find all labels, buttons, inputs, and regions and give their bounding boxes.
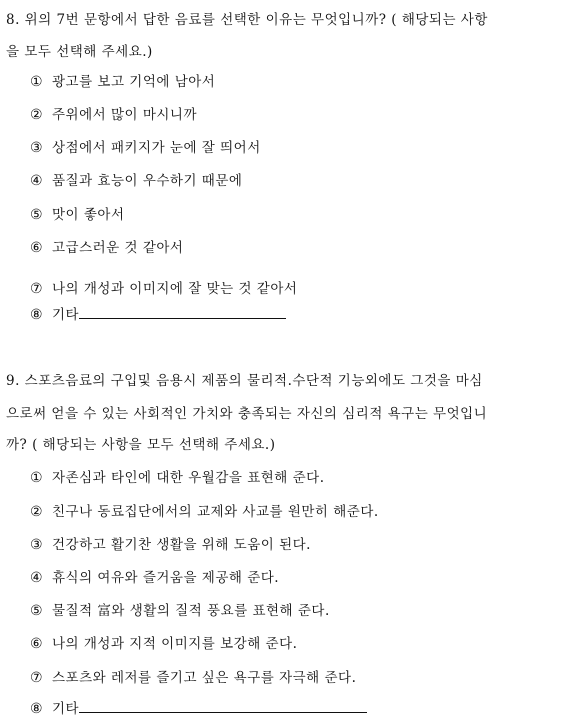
- q9-option-4[interactable]: [30, 566, 279, 586]
- q9-option-7-number: ⑦: [30, 670, 44, 686]
- q9-option-2-number: ②: [30, 504, 44, 520]
- q9-option-8[interactable]: [30, 697, 367, 717]
- q8-option-8-number: ⑧: [30, 307, 44, 323]
- q9-option-6-text: 나의 개성과 지적 이미지를 보강해 준다.: [52, 636, 298, 652]
- q8-option-8[interactable]: [30, 303, 286, 323]
- q9-other-blank[interactable]: [79, 699, 367, 713]
- q8-option-3-text: 상점에서 패키지가 눈에 잘 띄어서: [52, 140, 261, 156]
- q8-option-7-text: 나의 개성과 이미지에 잘 맞는 것 같아서: [52, 281, 298, 297]
- q9-option-6-number: ⑥: [30, 636, 44, 652]
- q8-option-6-number: ⑥: [30, 240, 44, 256]
- q8-option-3-number: ③: [30, 140, 44, 156]
- q9-option-6[interactable]: [30, 632, 297, 652]
- q9-option-2-text: 친구나 동료집단에서의 교제와 사교를 원만히 해준다.: [52, 504, 379, 520]
- q8-option-4-number: ④: [30, 173, 44, 189]
- q9-title-line2: 으로써 얻을 수 있는 사회적인 가치와 충족되는 자신의 심리적 욕구는 무엇입니: [6, 406, 488, 422]
- q8-option-4[interactable]: [30, 169, 242, 189]
- q8-option-6[interactable]: [30, 236, 183, 256]
- q8-option-1[interactable]: [30, 70, 215, 90]
- q8-option-2[interactable]: [30, 103, 197, 123]
- q9-option-3-number: ③: [30, 537, 44, 553]
- q8-option-5-number: ⑤: [30, 207, 44, 223]
- q9-option-4-text: 휴식의 여유와 즐거움을 제공해 준다.: [52, 570, 280, 586]
- q9-option-8-number: ⑧: [30, 701, 44, 717]
- q8-title-line1: 8. 위의 7번 문항에서 답한 음료를 선택한 이유는 무엇입니까? ( 해당되는 사항: [6, 12, 488, 28]
- q9-option-4-number: ④: [30, 570, 44, 586]
- q9-option-5[interactable]: [30, 599, 330, 619]
- q8-option-2-number: ②: [30, 107, 44, 123]
- q9-option-1-text: 자존심과 타인에 대한 우월감을 표현해 준다.: [52, 470, 325, 486]
- q9-option-3[interactable]: [30, 533, 311, 553]
- q9-title-line1: 9. 스포츠음료의 구입및 음용시 제품의 물리적.수단적 기능외에도 그것을 마심: [6, 373, 483, 389]
- q9-option-8-text: 기타: [52, 701, 80, 717]
- q8-option-1-number: ①: [30, 74, 44, 90]
- q8-option-2-text: 주위에서 많이 마시니까: [52, 107, 197, 123]
- q9-option-7-text: 스포츠와 레저를 즐기고 싶은 욕구를 자극해 준다.: [52, 670, 357, 686]
- q8-option-6-text: 고급스러운 것 같아서: [52, 240, 184, 256]
- q9-option-5-text: 물질적 富와 생활의 질적 풍요를 표현해 준다.: [52, 603, 330, 619]
- q8-option-4-text: 품질과 효능이 우수하기 때문에: [52, 173, 243, 189]
- q9-title-line3: 까? ( 해당되는 사항을 모두 선택해 주세요.): [6, 437, 276, 453]
- q8-option-7[interactable]: [30, 277, 297, 297]
- q9-option-1[interactable]: [30, 466, 325, 486]
- q8-option-5-text: 맛이 좋아서: [52, 207, 125, 223]
- q8-option-3[interactable]: [30, 136, 261, 156]
- q8-title-line2: 을 모두 선택해 주세요.): [6, 44, 153, 60]
- q8-option-8-text: 기타: [52, 307, 80, 323]
- q9-option-3-text: 건강하고 활기찬 생활을 위해 도움이 된다.: [52, 537, 311, 553]
- q8-option-7-number: ⑦: [30, 281, 44, 297]
- q9-option-5-number: ⑤: [30, 603, 44, 619]
- q8-option-5[interactable]: [30, 203, 125, 223]
- q9-option-2[interactable]: [30, 500, 379, 520]
- q8-option-1-text: 광고를 보고 기억에 남아서: [52, 74, 216, 90]
- q9-option-7[interactable]: [30, 666, 356, 686]
- q8-other-blank[interactable]: [79, 305, 286, 319]
- q9-option-1-number: ①: [30, 470, 44, 486]
